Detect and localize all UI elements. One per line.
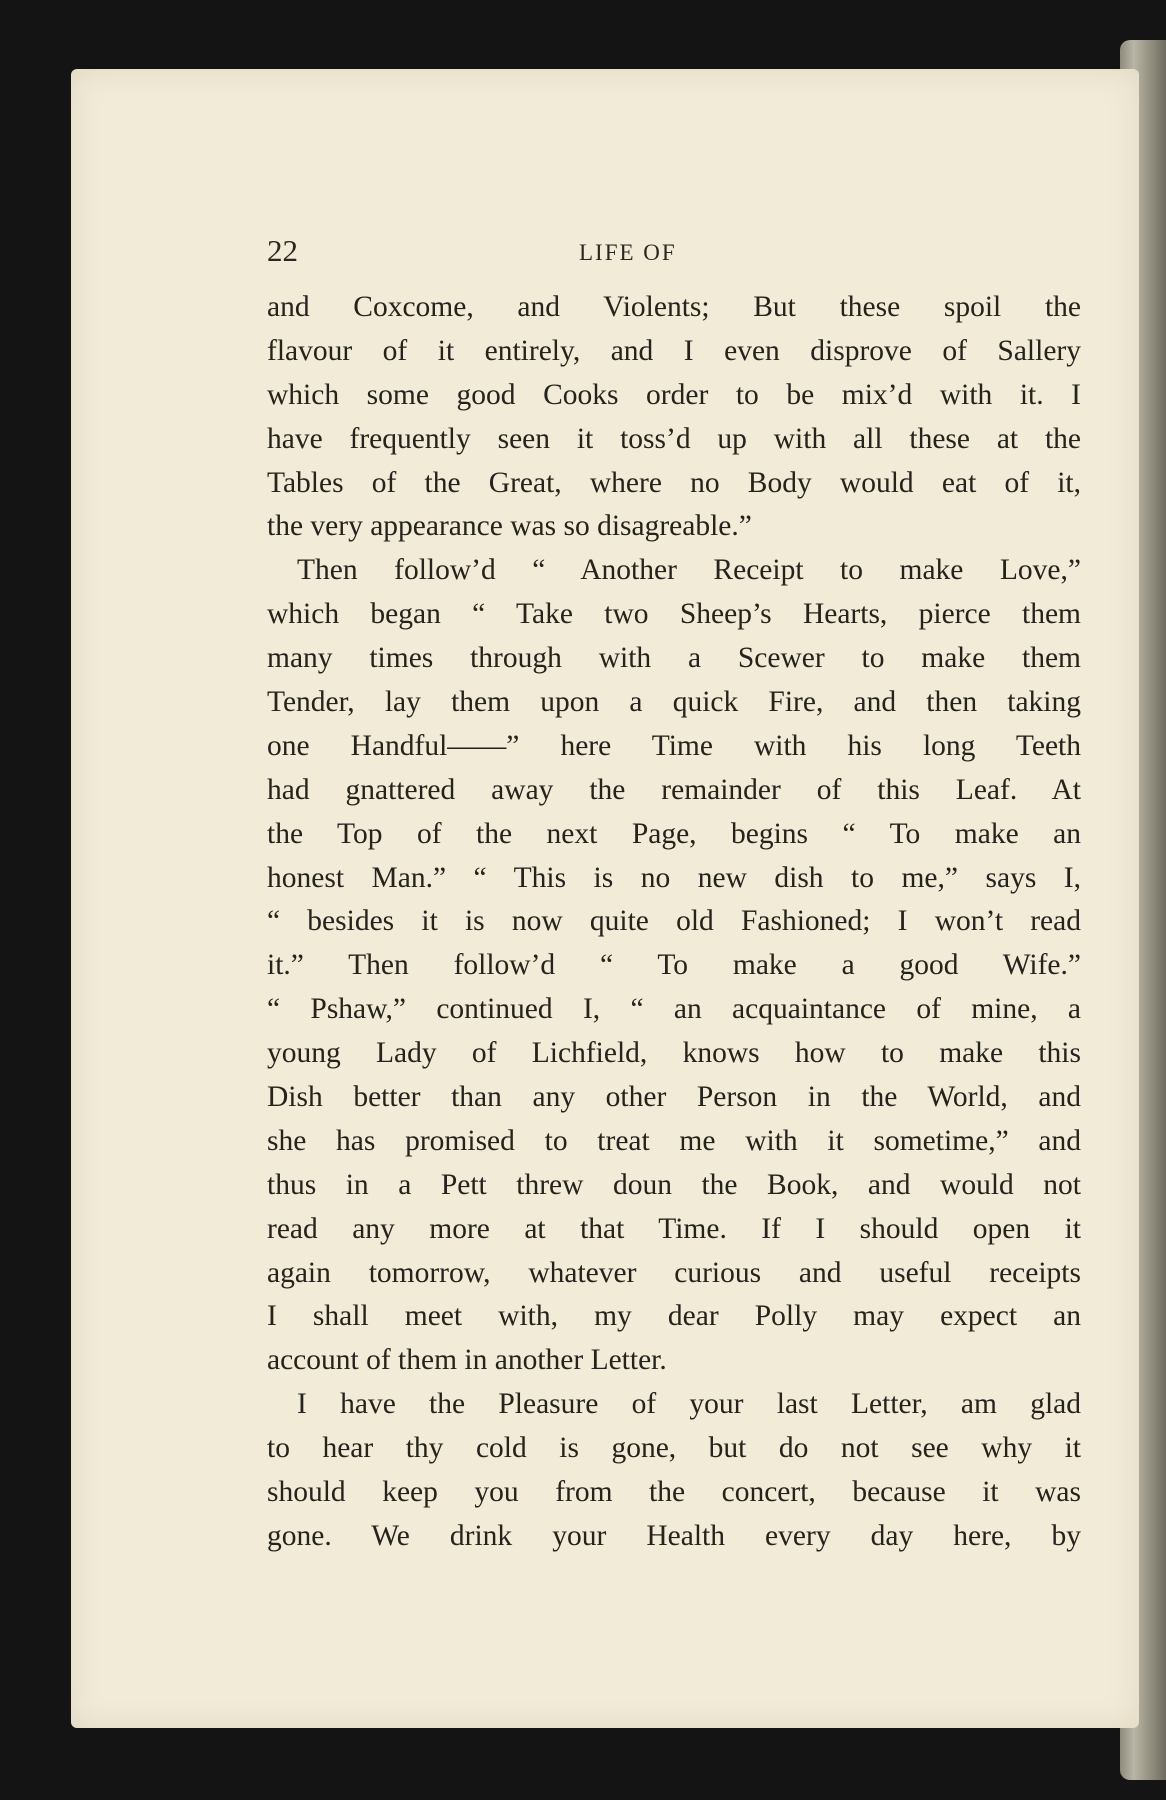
text-line: “ besides it is now quite old Fashioned; I won’t read bbox=[267, 905, 1081, 938]
body-text bbox=[267, 286, 1081, 1559]
text-line: Then follow’d “ Another Receipt to make Love,” bbox=[297, 554, 1081, 587]
running-title: LIFE OF bbox=[579, 240, 677, 265]
text-line: again tomorrow, whatever curious and useful receipts bbox=[267, 1256, 1081, 1289]
text-line: gone. We drink your Health every day here, by bbox=[267, 1519, 1081, 1552]
text-line: read any more at that Time. If I should open it bbox=[267, 1212, 1081, 1245]
text-line: which began “ Take two Sheep’s Hearts, pierce them bbox=[267, 598, 1081, 631]
text-line: “ Pshaw,” continued I, “ an acquaintance of mine, a bbox=[267, 993, 1081, 1026]
text-line: it.” Then follow’d “ To make a good Wife.” bbox=[267, 949, 1081, 982]
text-line: had gnattered away the remainder of this Leaf. At bbox=[267, 773, 1081, 806]
book-page bbox=[71, 69, 1139, 1728]
text-line: account of them in another Letter. bbox=[267, 1344, 667, 1377]
page-header bbox=[71, 233, 1139, 273]
text-line: and Coxcome, and Violents; But these spoil the bbox=[267, 291, 1081, 323]
text-line: thus in a Pett threw doun the Book, and would not bbox=[267, 1168, 1081, 1201]
text-line: Tables of the Great, where no Body would eat of it, bbox=[267, 466, 1081, 499]
text-line: the very appearance was so disagreable.” bbox=[267, 510, 752, 543]
text-line: have frequently seen it toss’d up with all these at the bbox=[267, 422, 1081, 455]
text-line: young Lady of Lichfield, knows how to make this bbox=[267, 1037, 1081, 1070]
text-line: she has promised to treat me with it sometime,” and bbox=[267, 1124, 1081, 1157]
text-line: which some good Cooks order to be mix’d with it. I bbox=[267, 378, 1081, 411]
text-line: flavour of it entirely, and I even disprove of Sallery bbox=[267, 334, 1081, 367]
text-line: Dish better than any other Person in the World, and bbox=[267, 1081, 1081, 1114]
text-line: should keep you from the concert, because it was bbox=[267, 1476, 1081, 1509]
text-line: to hear thy cold is gone, but do not see why it bbox=[267, 1432, 1081, 1465]
text-line: many times through with a Scewer to make them bbox=[267, 642, 1081, 675]
text-line: honest Man.” “ This is no new dish to me,” says I, bbox=[267, 861, 1081, 894]
text-line: Tender, lay them upon a quick Fire, and then taking bbox=[267, 686, 1081, 719]
text-line: one Handful——” here Time with his long Teeth bbox=[267, 729, 1081, 762]
text-line: I shall meet with, my dear Polly may expect an bbox=[267, 1300, 1081, 1333]
text-line: I have the Pleasure of your last Letter, am glad bbox=[297, 1388, 1081, 1421]
text-line: the Top of the next Page, begins “ To make an bbox=[267, 817, 1081, 850]
page-number: 22 bbox=[267, 233, 298, 268]
